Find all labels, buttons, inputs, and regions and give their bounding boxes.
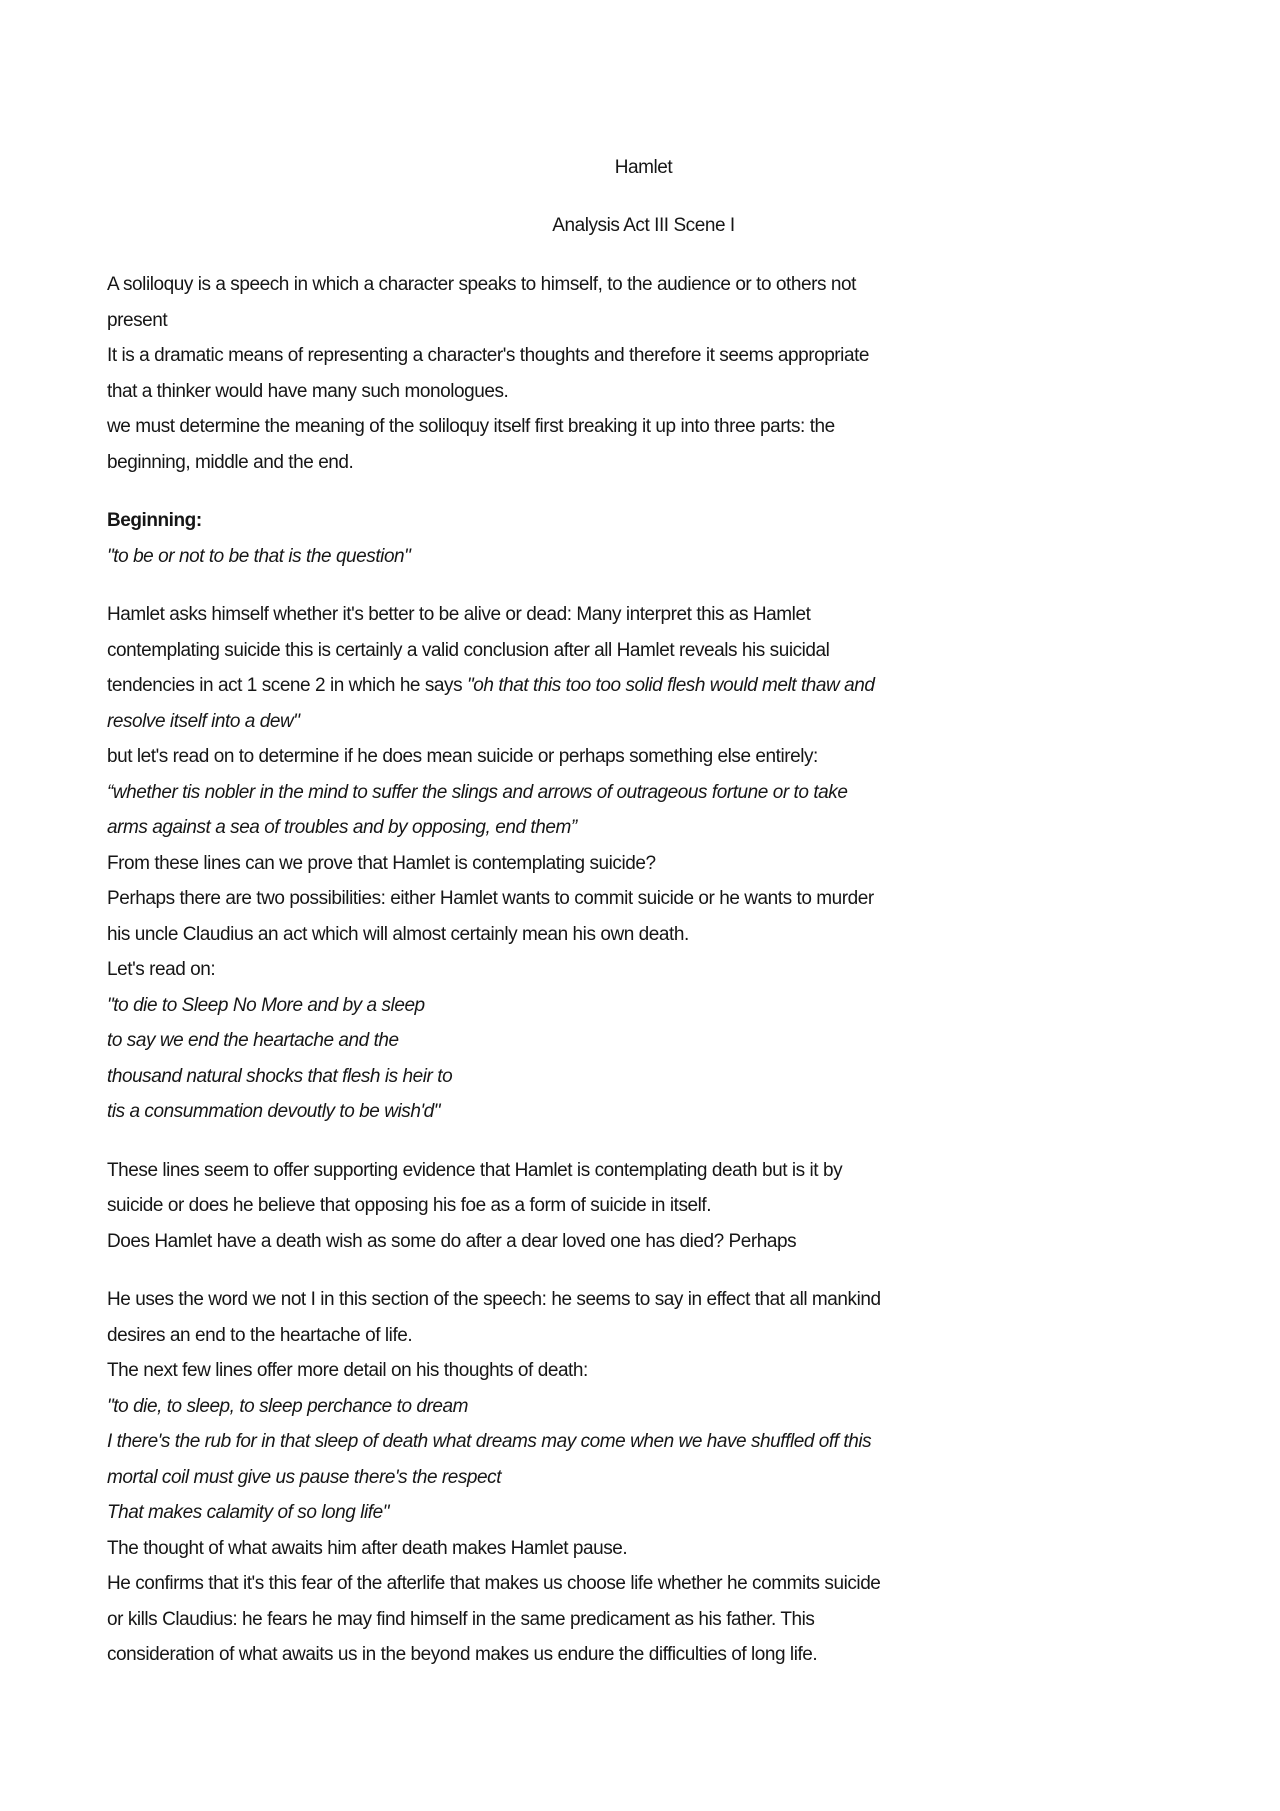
text-line	[107, 846, 1180, 882]
text-run: we must determine the meaning of the soliloquy itself first breaking it up into three parts: the	[107, 416, 835, 437]
text-run: contemplating suicide this is certainly a valid conclusion after all Hamlet reveals his suicidal	[107, 639, 830, 661]
text-line	[107, 1495, 1180, 1531]
text-run: It is a dramatic means of representing a character's thoughts and therefore it seems appropriate	[107, 345, 870, 366]
text-line	[107, 917, 1180, 953]
text-run: or kills Claudius: he fears he may find himself in the same predicament as his father. This	[107, 1608, 815, 1630]
text-line	[107, 1531, 1180, 1567]
text-line	[107, 1059, 1180, 1095]
quote-run: I there's the rub for in that sleep of death what dreams may come when we have shuffled off this	[107, 1431, 872, 1452]
text-line	[107, 1566, 1180, 1602]
text-line	[107, 267, 1180, 303]
section-beginning-heading	[107, 503, 1180, 574]
text-line	[107, 1602, 1180, 1638]
quote-run: arms against a sea of troubles and by opposing, end them”	[107, 817, 577, 838]
text-line	[107, 704, 1180, 740]
text-run: From these lines can we prove that Hamlet is contemplating suicide?	[107, 852, 656, 874]
text-line	[107, 881, 1180, 917]
text-line	[107, 1460, 1180, 1496]
text-line	[107, 775, 1180, 811]
heading-run: Beginning:	[107, 510, 202, 531]
text-line	[107, 409, 1180, 445]
text-run: A soliloquy is a speech in which a character speaks to himself, to the audience or to others not	[107, 274, 856, 295]
text-line	[107, 1023, 1180, 1059]
text-run: that a thinker would have many such monologues.	[107, 380, 509, 402]
quote-run: “whether tis nobler in the mind to suffer the slings and arrows of outrageous fortune or to take	[107, 781, 848, 803]
text-line	[107, 1188, 1180, 1224]
quote-run: "to be or not to be that is the question"	[107, 545, 411, 567]
text-run: Let's read on:	[107, 959, 216, 980]
text-run: tendencies in act 1 scene 2 in which he says	[107, 675, 467, 696]
text-line	[107, 374, 1180, 410]
text-run: but let's read on to determine if he does mean suicide or perhaps something else entirely:	[107, 746, 818, 767]
text-line	[107, 739, 1180, 775]
section-supporting-evidence	[107, 1153, 1180, 1260]
text-run: suicide or does he believe that opposing his foe as a form of suicide in itself.	[107, 1195, 712, 1216]
text-run: present	[107, 309, 168, 331]
text-line	[107, 1318, 1180, 1354]
text-line	[107, 445, 1180, 481]
section-mankind-analysis	[107, 1282, 1180, 1673]
section-beginning-analysis	[107, 597, 1180, 1130]
text-line	[107, 952, 1180, 988]
text-line	[107, 1637, 1180, 1673]
text-run: He confirms that it's this fear of the afterlife that makes us choose life whether he commits suicide	[107, 1573, 881, 1594]
text-run: beginning, middle and the end.	[107, 451, 354, 473]
text-run: He uses the word we not I in this section of the speech: he seems to say in effect that all mankind	[107, 1289, 881, 1310]
document-subtitle: Analysis Act III Scene I	[552, 214, 735, 236]
text-line	[107, 303, 1180, 339]
text-run: These lines seem to offer supporting evidence that Hamlet is contemplating death but is it by	[107, 1159, 843, 1181]
quote-run: to say we end the heartache and the	[107, 1030, 399, 1051]
text-run: Does Hamlet have a death wish as some do after a dear loved one has died? Perhaps	[107, 1230, 797, 1252]
quote-run: tis a consummation devoutly to be wish'd"	[107, 1101, 441, 1122]
quote-run: mortal coil must give us pause there's the respect	[107, 1466, 502, 1488]
text-line	[107, 539, 1180, 575]
text-run: The thought of what awaits him after death makes Hamlet pause.	[107, 1537, 628, 1559]
quote-run: thousand natural shocks that flesh is heir to	[107, 1065, 453, 1087]
text-line	[107, 668, 1180, 704]
document-body	[107, 267, 1180, 1673]
text-run: consideration of what awaits us in the beyond makes us endure the difficulties of long life.	[107, 1644, 818, 1665]
quote-run: resolve itself into a dew"	[107, 710, 300, 732]
text-run: Perhaps there are two possibilities: either Hamlet wants to commit suicide or he wants to murder	[107, 888, 874, 909]
text-line	[107, 503, 1180, 539]
quote-run: That makes calamity of so long life"	[107, 1502, 390, 1523]
text-line	[107, 597, 1180, 633]
text-line	[107, 810, 1180, 846]
quote-run: "oh that this too too solid flesh would melt thaw and	[466, 675, 875, 696]
text-run: desires an end to the heartache of life.	[107, 1324, 413, 1346]
document-title: Hamlet	[614, 157, 673, 178]
text-run: The next few lines offer more detail on his thoughts of death:	[107, 1360, 588, 1381]
text-line	[107, 1424, 1180, 1460]
text-line	[107, 1153, 1180, 1189]
text-line	[107, 1094, 1180, 1130]
quote-run: "to die to Sleep No More and by a sleep	[107, 994, 425, 1016]
text-line	[107, 633, 1180, 669]
text-line	[107, 1353, 1180, 1389]
text-line	[107, 1224, 1180, 1260]
text-run: Hamlet asks himself whether it's better to be alive or dead: Many interpret this as Hamlet	[107, 604, 811, 625]
section-intro	[107, 267, 1180, 480]
text-line	[107, 1282, 1180, 1318]
text-line	[107, 988, 1180, 1024]
text-run: his uncle Claudius an act which will almost certainly mean his own death.	[107, 923, 689, 945]
text-line	[107, 338, 1180, 374]
quote-run: "to die, to sleep, to sleep perchance to dream	[107, 1395, 468, 1417]
text-line	[107, 1389, 1180, 1425]
